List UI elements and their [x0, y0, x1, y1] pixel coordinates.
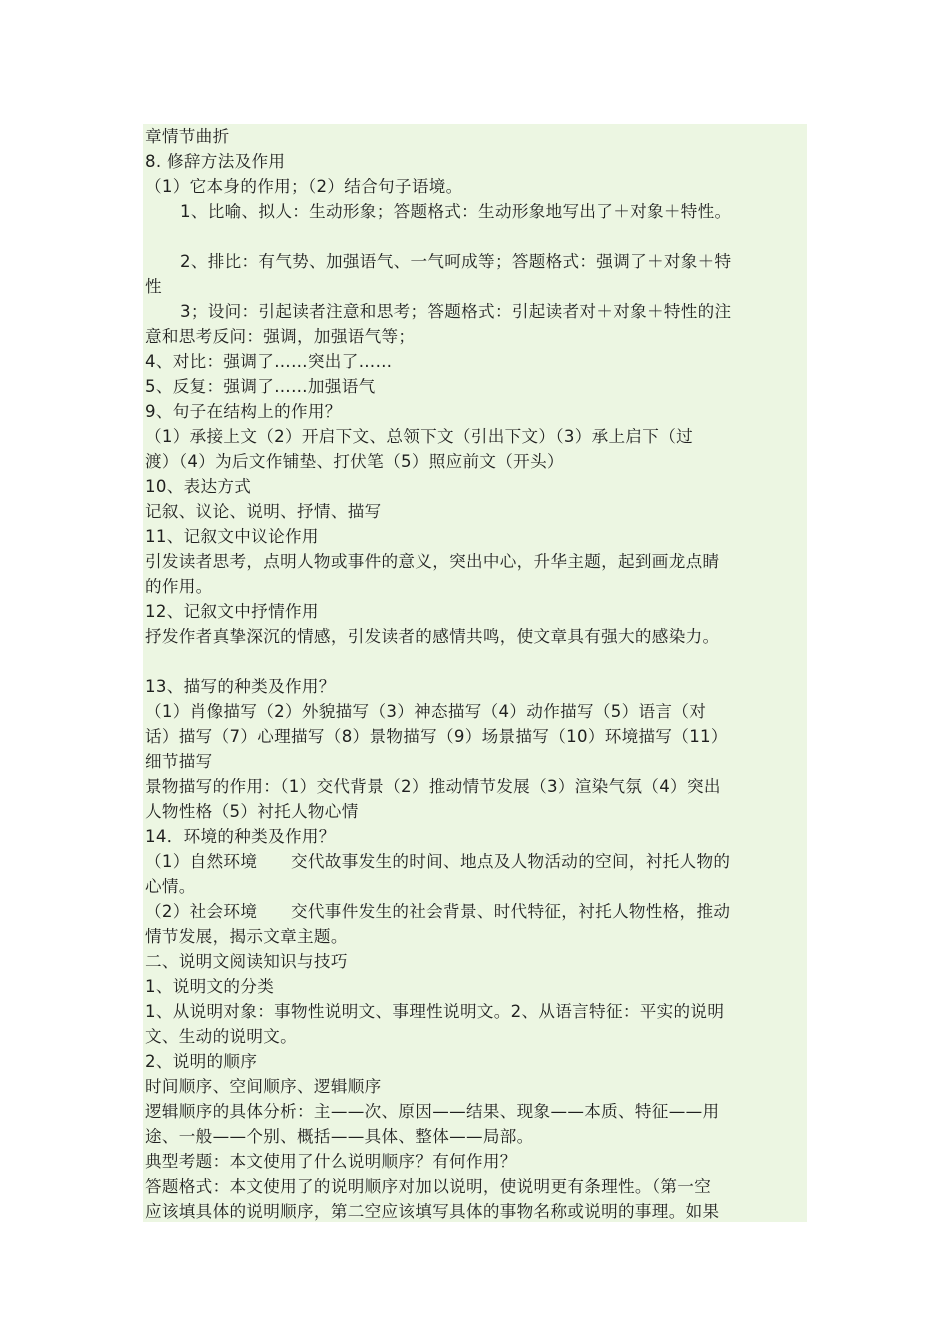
section-heading: 14．环境的种类及作用？: [145, 827, 336, 846]
text-line: 渡）（4）为后文作铺垫、打伏笔（5）照应前文（开头）: [145, 452, 564, 471]
text-line: 章情节曲折: [145, 127, 230, 146]
text-line: （1）承接上文（2）开启下文、总领下文（引出下文）（3）承上启下（过: [145, 427, 693, 446]
text-line: 文、生动的说明文。: [145, 1027, 298, 1046]
text-line: 的作用。: [145, 577, 213, 596]
text-line: 细节描写: [145, 752, 213, 771]
section-heading: 11、记叙文中议论作用: [145, 527, 319, 546]
text-line: 人物性格（5）衬托人物心情: [145, 802, 359, 821]
section-heading: 二、说明文阅读知识与技巧: [145, 952, 348, 971]
text-line: 引发读者思考，点明人物或事件的意义，突出中心，升华主题，起到画龙点睛: [145, 552, 720, 571]
text-line: 3；设问：引起读者注意和思考；答题格式：引起读者对＋对象＋特性的注: [180, 302, 732, 321]
text-line: 时间顺序、空间顺序、逻辑顺序: [145, 1077, 382, 1096]
text-line: 途、一般——个别、概括——具体、整体——局部。: [145, 1127, 534, 1146]
section-heading: 1、说明文的分类: [145, 977, 275, 996]
text-line: 性: [145, 277, 162, 296]
text-line: 记叙、议论、说明、抒情、描写: [145, 502, 382, 521]
text-line: 典型考题：本文使用了什么说明顺序？有何作用？: [145, 1152, 517, 1171]
section-heading: 9、句子在结构上的作用？: [145, 402, 342, 421]
text-line: （1）自然环境 交代故事发生的时间、地点及人物活动的空间，衬托人物的: [145, 852, 731, 871]
text-line: （1）肖像描写（2）外貌描写（3）神态描写（4）动作描写（5）语言（对: [145, 702, 707, 721]
text-line: 话）描写（7）心理描写（8）景物描写（9）场景描写（10）环境描写（11）: [145, 727, 728, 746]
text-line: 应该填具体的说明顺序，第二空应该填写具体的事物名称或说明的事理。如果: [145, 1202, 720, 1221]
text-line: 2、排比：有气势、加强语气、一气呵成等；答题格式：强调了＋对象＋特: [180, 252, 732, 271]
section-heading: 12、记叙文中抒情作用: [145, 602, 319, 621]
text-line: （2）社会环境 交代事件发生的社会背景、时代特征，衬托人物性格，推动: [145, 902, 731, 921]
text-line: 抒发作者真挚深沉的情感，引发读者的感情共鸣，使文章具有强大的感染力。: [145, 627, 720, 646]
section-heading: 13、描写的种类及作用？: [145, 677, 336, 696]
text-line: 1、从说明对象：事物性说明文、事理性说明文。2、从语言特征：平实的说明: [145, 1002, 725, 1021]
text-line: 心情。: [145, 877, 196, 896]
text-line: 逻辑顺序的具体分析：主——次、原因——结果、现象——本质、特征——用: [145, 1102, 720, 1121]
text-line: （1）它本身的作用；（2）结合句子语境。: [145, 177, 463, 196]
text-line: 答题格式：本文使用了的说明顺序对加以说明，使说明更有条理性。（第一空: [145, 1177, 712, 1196]
text-line: 5、反复：强调了……加强语气: [145, 377, 376, 396]
section-heading: 2、说明的顺序: [145, 1052, 258, 1071]
text-line: 1、比喻、拟人：生动形象；答题格式：生动形象地写出了＋对象＋特性。: [180, 202, 732, 221]
text-line: 4、对比：强调了……突出了……: [145, 352, 393, 371]
section-heading: 10、表达方式: [145, 477, 252, 496]
text-line: 意和思考反问：强调，加强语气等；: [145, 327, 416, 346]
text-line: 情节发展，揭示文章主题。: [145, 927, 348, 946]
text-line: 景物描写的作用：（1）交代背景（2）推动情节发展（3）渲染气氛（4）突出: [145, 777, 721, 796]
section-heading: 8. 修辞方法及作用: [145, 152, 286, 171]
